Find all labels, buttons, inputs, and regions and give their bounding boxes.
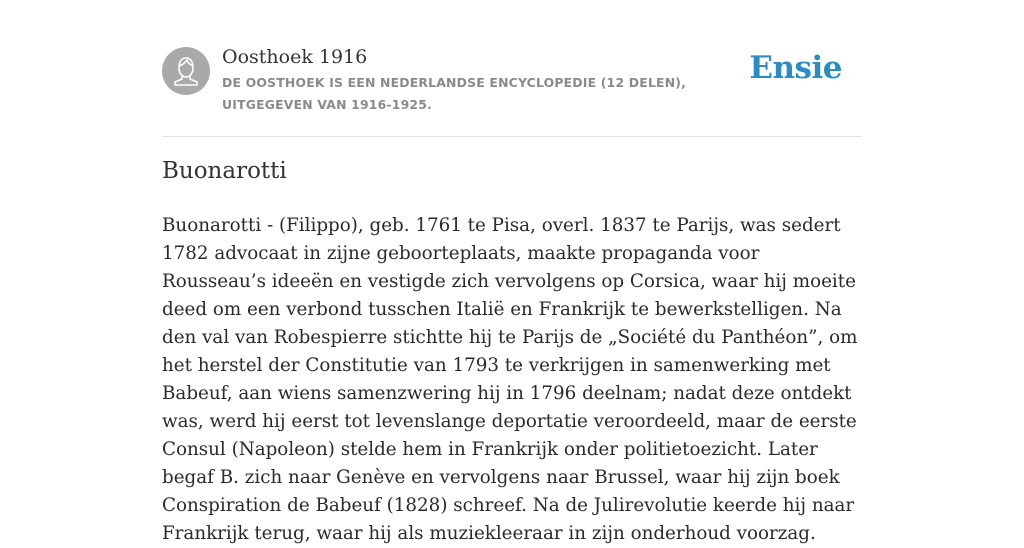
source-header (162, 0, 862, 137)
article-title: Buonarotti (162, 158, 287, 184)
source-description: DE OOSTHOEK IS EEN NEDERLANDSE ENCYCLOPEDIE (12 DELEN), UITGEGEVEN VAN 1916-1925. (222, 75, 687, 112)
article-body: Buonarotti - (Filippo), geb. 1761 te Pisa, overl. 1837 te Parijs, was sedert 1782 advocaat in zijne geboorteplaats, maakte propaganda voor Rousseau’s ideeën en vestigde zich vervolgens op Corsica, waar hij moeite deed om een verbond tusschen Italië en Frankrijk te bewerkstelligen. Na den val van Robespierre stichtte hij te Parijs de „Société du Panthéon”, om het herstel der Constitutie van 1793 te verkrijgen in samenwerking met Babeuf, aan wiens samenzwering hij in 1796 deelnam; nadat deze ontdekt was, werd hij eerst tot levenslange deportatie veroordeeld, maar de eerste Consul (Napoleon) stelde hem in Frankrijk onder politietoezicht. Later begaf B. zich naar Genève en vervolgens naar Brussel, waar hij zijn boek Conspiration de Babeuf (1828) schreef. Na de Julirevolutie keerde hij naar Frankrijk terug, waar hij als muziekleeraar in zijn onderhoud voorzag. (162, 215, 858, 544)
page-container (162, 0, 862, 544)
user-avatar-icon[interactable] (162, 47, 210, 95)
source-name[interactable]: Oosthoek 1916 (222, 46, 368, 68)
ensie-logo[interactable]: Ensie (749, 50, 842, 86)
